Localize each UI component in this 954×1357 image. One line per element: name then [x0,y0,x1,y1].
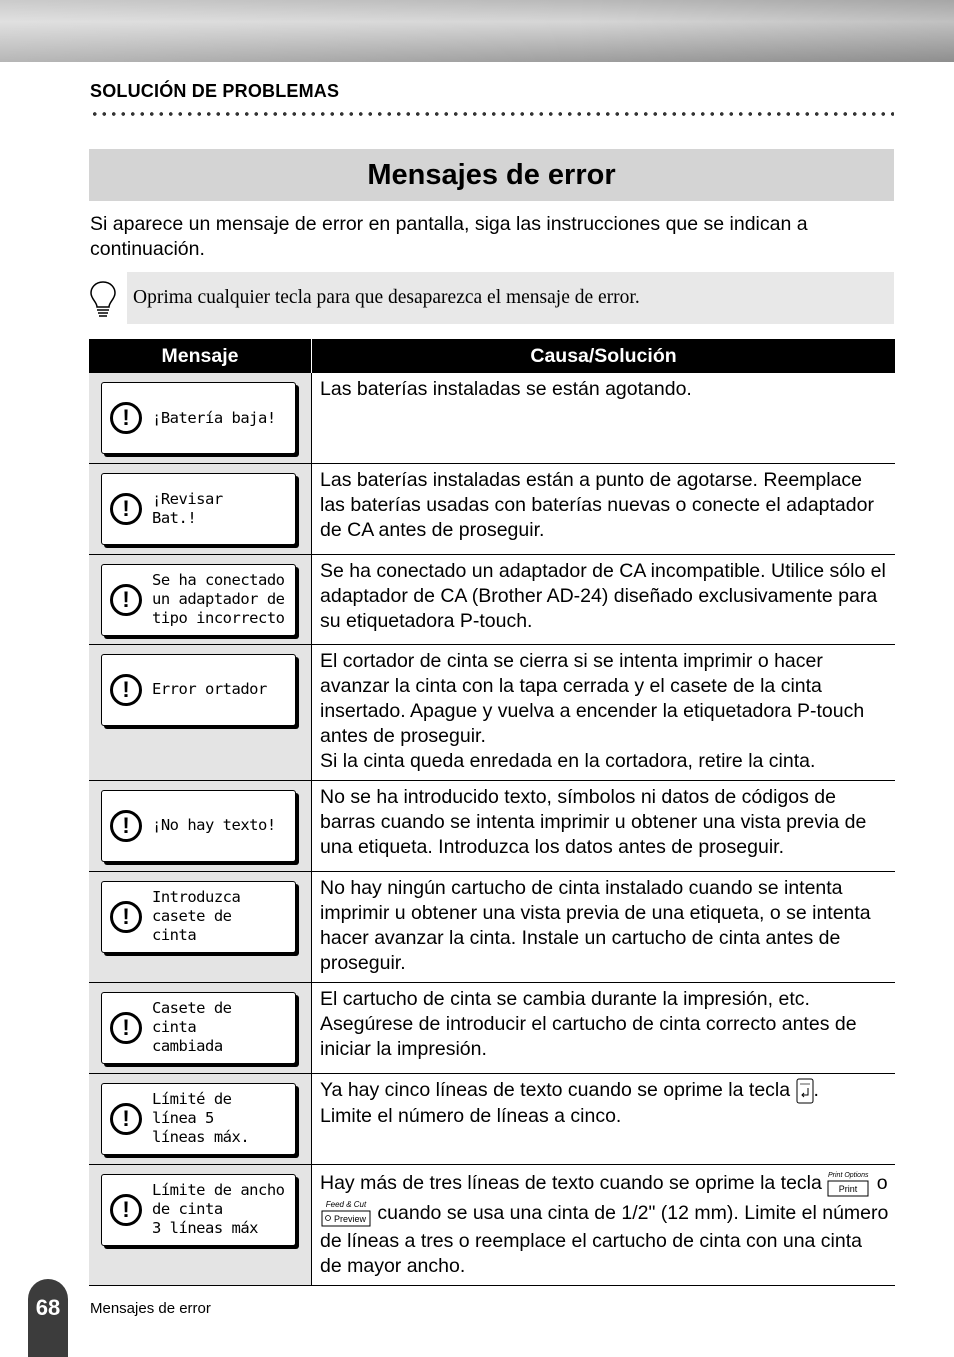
note-box [127,272,894,324]
lcd-message: Casete de cinta cambiada [152,999,232,1055]
intro-paragraph: Si aparece un mensaje de error en pantalla, siga las instrucciones que se indican a continuación. [90,213,808,260]
lcd-message: Límité de línea 5 líneas máx. [152,1090,250,1146]
cause-text: . [813,1078,819,1101]
lcd-display [101,1174,296,1246]
exclamation-icon: ! [110,1012,142,1044]
table-row [89,463,895,554]
message-cell [89,1164,312,1285]
exclamation-icon: ! [110,674,142,706]
lcd-display [101,382,296,454]
section-header: SOLUCIÓN DE PROBLEMAS [90,81,340,101]
lcd-message: ¡Revisar Bat.! [152,489,223,527]
lcd-display [101,992,296,1064]
table-row [89,780,895,871]
preview-key-icon [320,1199,372,1229]
lcd-message: Límite de ancho de cinta 3 líneas máx [152,1181,285,1237]
cause-cell: Se ha conectado un adaptador de CA incompatible. Utilice sólo el adaptador de CA (Brother AD-24) diseñado exclusivamente para su etiquetadora P-touch. [312,554,896,644]
cause-cell: El cartucho de cinta se cambia durante la impresión, etc. Asegúrese de introducir el cartucho de cinta correcto antes de iniciar la impresión. [312,982,896,1073]
table-row [89,554,895,644]
lcd-display [101,473,296,545]
exclamation-icon: ! [110,584,142,616]
note-text: Oprima cualquier tecla para que desaparezca el mensaje de error. [133,287,640,308]
enter-key-icon [796,1078,814,1104]
dotted-divider [90,111,894,117]
lcd-display [101,1083,296,1155]
table-row [89,1164,895,1285]
table-row [89,373,895,463]
cause-text: Hay más de tres líneas de texto cuando se oprime la tecla [320,1171,822,1194]
cause-text-extra: Si la cinta queda enredada en la cortadora, retire la cinta. [320,749,816,772]
exclamation-icon: ! [110,493,142,525]
message-cell [89,780,312,871]
cause-cell: Las baterías instaladas se están agotando. [312,373,896,463]
title-bar [89,149,894,201]
exclamation-icon: ! [110,810,142,842]
column-header-message: Mensaje [89,339,312,373]
preview-label: Preview [333,1213,367,1224]
print-label: Print [839,1183,858,1194]
cause-text: cuando se usa una cinta de 1/2" (12 mm). Limite el número de líneas a tres o reemplace el cartucho de cinta con una cinta de mayor ancho. [320,1201,889,1277]
feed-cut-label: Feed & Cut [325,1199,367,1209]
cause-cell: No se ha introducido texto, símbolos ni datos de códigos de barras cuando se intenta imprimir u obtener una vista previa de una etiqueta. Introduzca los datos antes de proseguir. [312,780,896,871]
message-cell [89,982,312,1073]
lightbulb-icon [89,280,117,320]
page-number: 68 [35,1295,61,1320]
cause-cell: No hay ningún cartucho de cinta instalado cuando se intenta imprimir u obtener una vista previa de una etiqueta, o se intenta hacer avanzar la cinta. Instale un cartucho de cinta antes de proseguir. [312,871,896,982]
print-key-icon [827,1169,871,1199]
cause-text: Ya hay cinco líneas de texto cuando se oprime la tecla [320,1078,791,1101]
lcd-display [101,654,296,726]
lcd-display [101,881,296,953]
exclamation-icon: ! [110,1194,142,1226]
top-decorative-band [0,0,954,62]
table-row [89,644,895,780]
lcd-display [101,564,296,636]
page-number-tab [28,1279,68,1357]
cause-text: o [876,1171,888,1194]
footer-label: Mensajes de error [90,1300,211,1317]
cause-cell: Las baterías instaladas están a punto de agotarse. Reemplace las baterías usadas con baterías nuevas o conecte el adaptador de CA antes de proseguir. [312,463,896,554]
page-title: Mensajes de error [367,158,616,191]
message-cell [89,1073,312,1164]
exclamation-icon: ! [110,901,142,933]
exclamation-icon: ! [110,1103,142,1135]
lcd-message: Error ortador [152,680,267,698]
table-row [89,871,895,982]
cause-cell [312,1073,896,1164]
lcd-message: ¡Batería baja! [152,408,276,427]
lcd-display [101,790,296,862]
table-header-row [89,339,895,373]
message-cell [89,644,312,780]
message-cell [89,554,312,644]
table-row [89,1073,895,1164]
lcd-message: ¡No hay texto! [152,816,276,834]
cause-text: Limite el número de líneas a cinco. [320,1104,622,1127]
cause-cell [312,644,896,780]
message-cell [89,871,312,982]
error-messages-table [89,339,895,1286]
message-cell [89,463,312,554]
print-options-label: Print Options [828,1171,869,1179]
cause-text: El cortador de cinta se cierra si se intenta imprimir o hacer avanzar la cinta con la tapa cerrada y el casete de la cinta insertado. Apague y vuelva a encender la etiquetadora P-touch antes de proseguir. [320,649,865,747]
lcd-message: Introduzca casete de cinta [152,888,241,944]
cause-cell [312,1164,896,1285]
column-header-cause: Causa/Solución [312,339,896,373]
message-cell [89,373,312,463]
table-row [89,982,895,1073]
lcd-message: Se ha conectado un adaptador de tipo incorrecto [152,571,285,627]
exclamation-icon: ! [110,402,142,434]
